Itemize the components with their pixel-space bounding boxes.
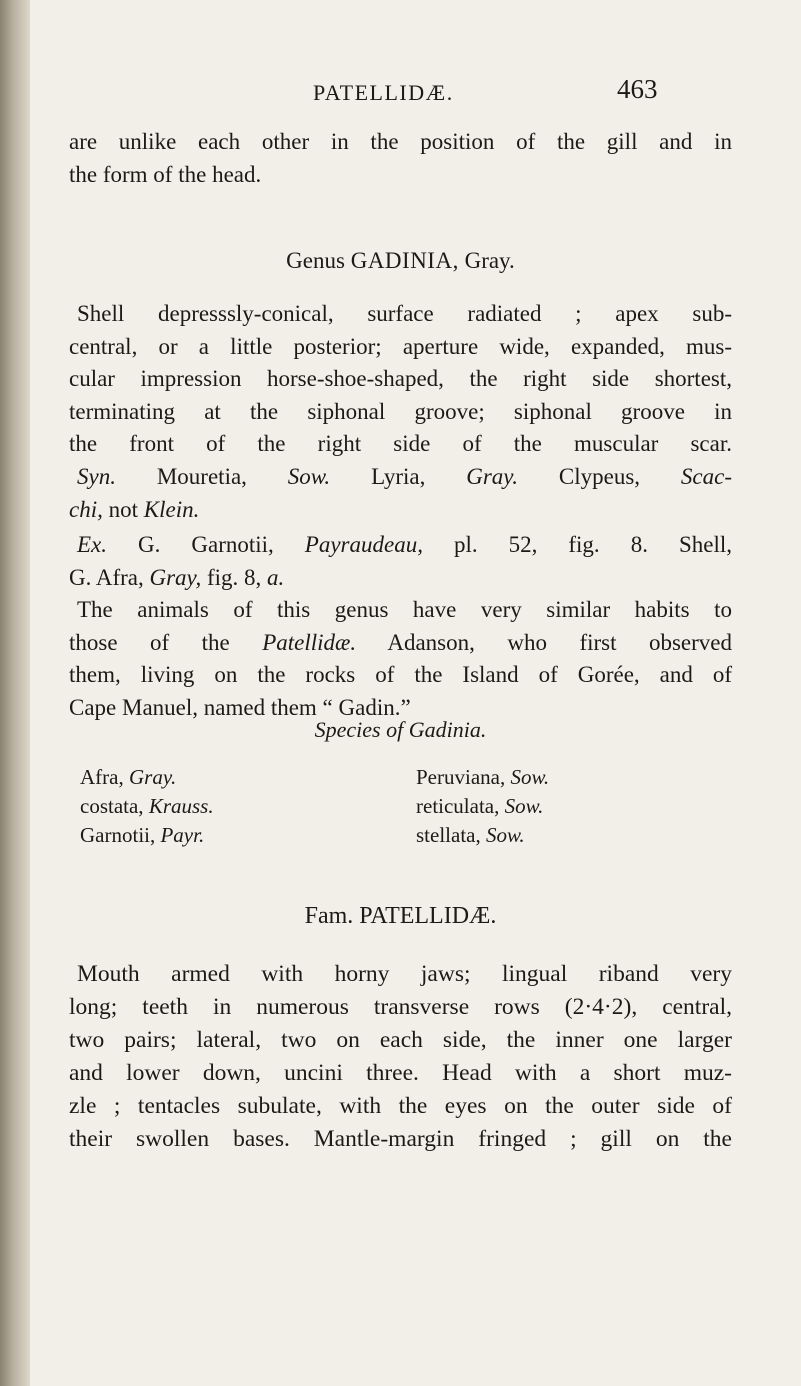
book-spine-shadow: [0, 0, 30, 1386]
family-description: [69, 958, 732, 1156]
ex-figure-ref: a.: [267, 564, 285, 590]
intro-paragraph: [69, 126, 732, 191]
syn-author: Scac-: [680, 464, 732, 489]
ex-author: Gray,: [149, 564, 202, 590]
example-line: [69, 529, 732, 562]
ex-text: pl. 52, fig. 8. Shell,: [422, 532, 732, 557]
species-item: [416, 821, 549, 850]
species-heading: Species of Gadinia.: [314, 717, 487, 742]
example-line: [69, 562, 732, 595]
page-number: 463: [617, 74, 658, 104]
habits-paragraph: [69, 594, 732, 724]
syn-author: Klein.: [143, 496, 200, 522]
genus-name: GADINIA,: [350, 248, 459, 273]
syn-author: Gray.: [466, 464, 518, 489]
syn-text: Lyria,: [330, 464, 467, 489]
family-line: long; teeth in numerous transverse rows (2·4·2), central,: [69, 994, 732, 1020]
synonyms-line: [69, 494, 732, 527]
species-name: Garnotii,: [80, 823, 161, 847]
family-line: and lower down, uncini three. Head with a short muz-: [69, 1060, 732, 1086]
habits-line: [69, 627, 732, 660]
species-author: Sow.: [485, 823, 525, 847]
species-name: reticulata,: [416, 794, 505, 818]
species-name: costata,: [80, 794, 149, 818]
ex-text: G. Garnotii,: [107, 532, 305, 557]
ex-text: fig. 8,: [201, 564, 268, 590]
species-author: Krauss.: [148, 794, 214, 818]
family-line: zle ; tentacles subulate, with the eyes on the outer side of: [69, 1093, 732, 1119]
habits-line: The animals of this genus have very similar habits to: [77, 597, 732, 622]
genus-heading: [69, 245, 732, 278]
description-line: central, or a little posterior; aperture wide, expanded, mus-: [69, 333, 732, 359]
synonyms-paragraph: [69, 461, 732, 526]
genus-description: [69, 298, 732, 461]
genus-prefix: Genus: [286, 248, 345, 273]
syn-author: Sow.: [287, 464, 331, 489]
species-author: Gray.: [128, 765, 177, 789]
intro-line: the form of the head.: [69, 161, 262, 187]
species-item: [80, 792, 214, 821]
page-header: [0, 74, 801, 114]
species-name: Peruviana,: [416, 765, 511, 789]
description-line: the front of the right side of the muscular scar.: [69, 431, 732, 456]
family-line: Mouth armed with horny jaws; lingual riband very: [77, 961, 732, 987]
habits-text: Adanson, who first observed: [356, 629, 732, 655]
species-column-right: [416, 763, 549, 850]
genus-author: Gray.: [464, 248, 515, 273]
ex-author: Payraudeau,: [304, 532, 423, 557]
example-paragraph: [69, 529, 732, 594]
species-author: Payr.: [160, 823, 205, 847]
description-line: Shell depresssly-conical, surface radiated ; apex sub-: [77, 301, 732, 326]
intro-line: are unlike each other in the position of the gill and in: [69, 129, 732, 154]
species-item: [80, 821, 214, 850]
species-name: stellata,: [416, 823, 486, 847]
family-line: two pairs; lateral, two on each side, the inner one larger: [69, 1027, 732, 1053]
species-item: [416, 792, 549, 821]
species-name: Afra,: [80, 765, 129, 789]
synonyms-line: [69, 461, 732, 494]
species-item: [416, 763, 549, 792]
family-heading: Fam. PATELLIDÆ.: [304, 903, 497, 929]
syn-text: Clypeus,: [518, 464, 681, 489]
species-column-left: [80, 763, 214, 850]
habits-line: Cape Manuel, named them “ Gadin.”: [69, 694, 411, 720]
ex-text: G. Afra,: [69, 564, 150, 590]
syn-author: chi,: [69, 496, 103, 522]
habits-family-name: Patellidæ.: [262, 629, 357, 655]
running-head: PATELLIDÆ.: [313, 80, 454, 105]
description-line: cular impression horse-shoe-shaped, the right side shortest,: [69, 366, 732, 391]
syn-label: Syn.: [77, 464, 116, 489]
species-item: [80, 763, 214, 792]
syn-text: not: [102, 496, 144, 522]
habits-line: them, living on the rocks of the Island of Gorée, and of: [69, 662, 732, 687]
species-author: Sow.: [510, 765, 550, 789]
description-line: terminating at the siphonal groove; siphonal groove in: [69, 398, 732, 424]
family-line: their swollen bases. Mantle-margin fringed ; gill on the: [69, 1126, 732, 1152]
syn-text: Mouretia,: [115, 464, 288, 489]
species-author: Sow.: [504, 794, 544, 818]
habits-text: those of the: [69, 629, 263, 655]
ex-label: Ex.: [77, 532, 108, 557]
